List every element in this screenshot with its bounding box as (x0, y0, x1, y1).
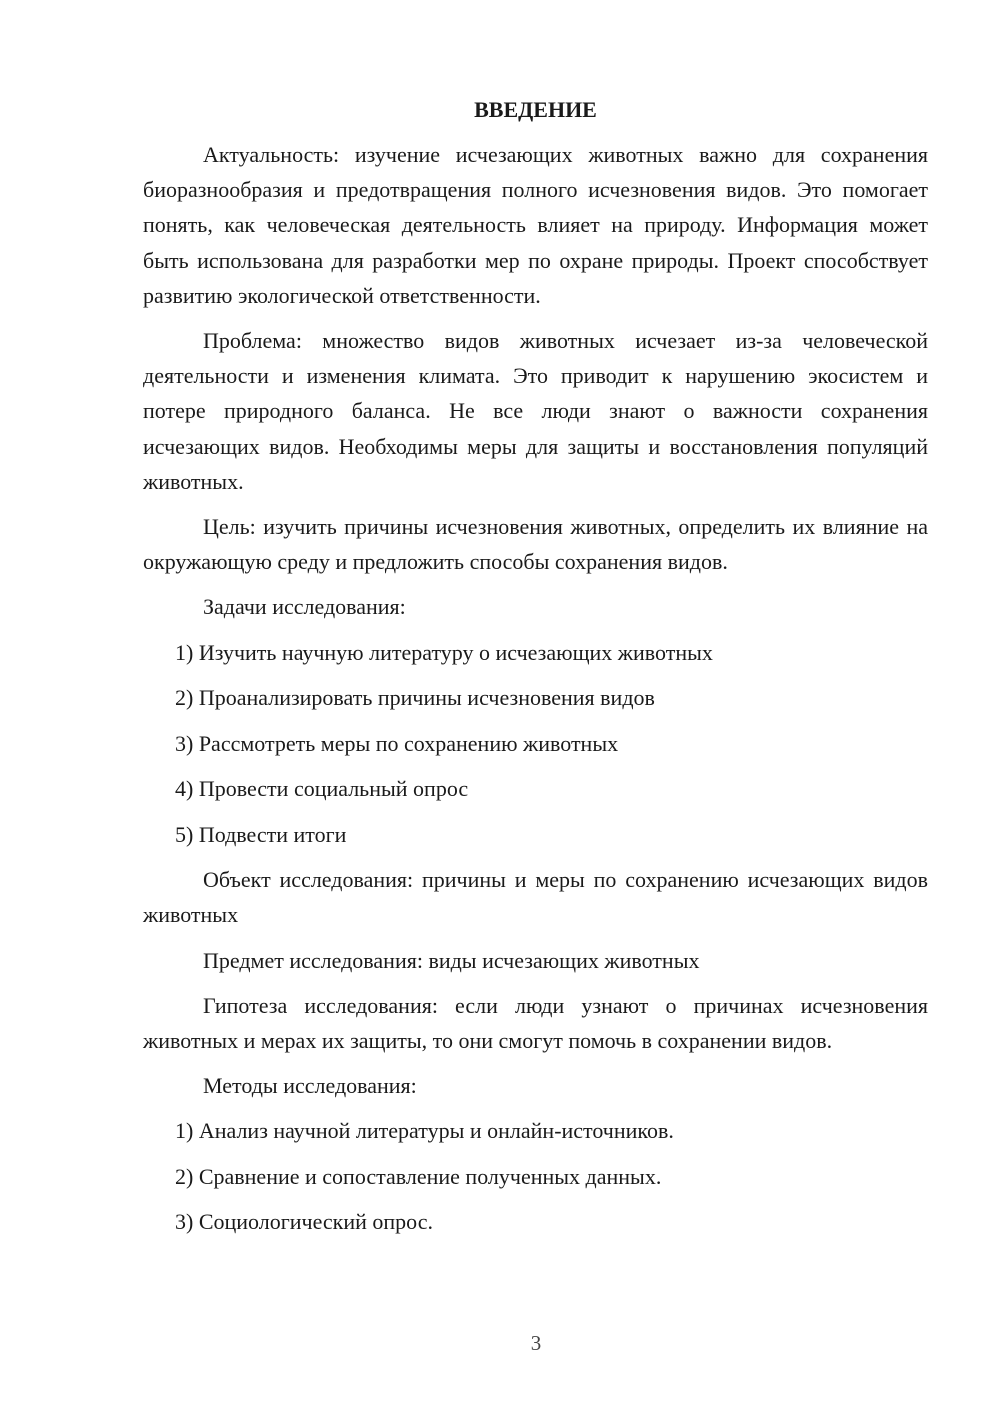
subject-paragraph: Предмет исследования: виды исчезающих животных (203, 947, 700, 973)
method-item: 1) Анализ научной литературы и онлайн-источников. (175, 1118, 674, 1144)
goal-paragraph: Цель: изучить причины исчезновения животных, определить их влияние на окружающую среду и предложить способы сохранения видов. (143, 514, 928, 575)
method-item: 3) Социологический опрос. (175, 1209, 433, 1235)
task-item: 4) Провести социальный опрос (175, 776, 469, 802)
task-item: 3) Рассмотреть меры по сохранению животных (175, 730, 619, 756)
hypothesis-paragraph: Гипотеза исследования: если люди узнают о причинах исчезновения животных и мерах их защиты, то они смогут помочь в сохранении видов. (143, 992, 928, 1053)
task-item: 2) Проанализировать причины исчезновения видов (175, 685, 655, 711)
methods-list (143, 1113, 928, 1239)
problem-paragraph: Проблема: множество видов животных исчезает из-за человеческой деятельности и изменения климата. Это приводит к нарушению экосистем и потере природного баланса. Не все люди знают о важности сохранения исчезающих видов. Необходимы меры для защиты и восстановления популяций животных. (143, 328, 928, 494)
document-page (143, 92, 928, 1250)
section-title: ВВЕДЕНИЕ (474, 97, 597, 122)
task-item: 1) Изучить научную литературу о исчезающих животных (175, 639, 713, 665)
method-item: 2) Сравнение и сопоставление полученных данных. (175, 1163, 662, 1189)
object-paragraph: Объект исследования: причины и меры по сохранению исчезающих видов животных (143, 867, 928, 928)
tasks-list (143, 635, 928, 852)
page-number: 3 (530, 1331, 542, 1355)
tasks-heading: Задачи исследования: (203, 594, 406, 620)
methods-heading: Методы исследования: (203, 1073, 417, 1099)
relevance-paragraph: Актуальность: изучение исчезающих животных важно для сохранения биоразнообразия и предотвращения полного исчезновения видов. Это помогает понять, как человеческая деятельность влияет на природу. Информация может быть использована для разработки мер по охране природы. Проект способствует развитию экологической ответственности. (143, 142, 928, 308)
task-item: 5) Подвести итоги (175, 821, 347, 847)
